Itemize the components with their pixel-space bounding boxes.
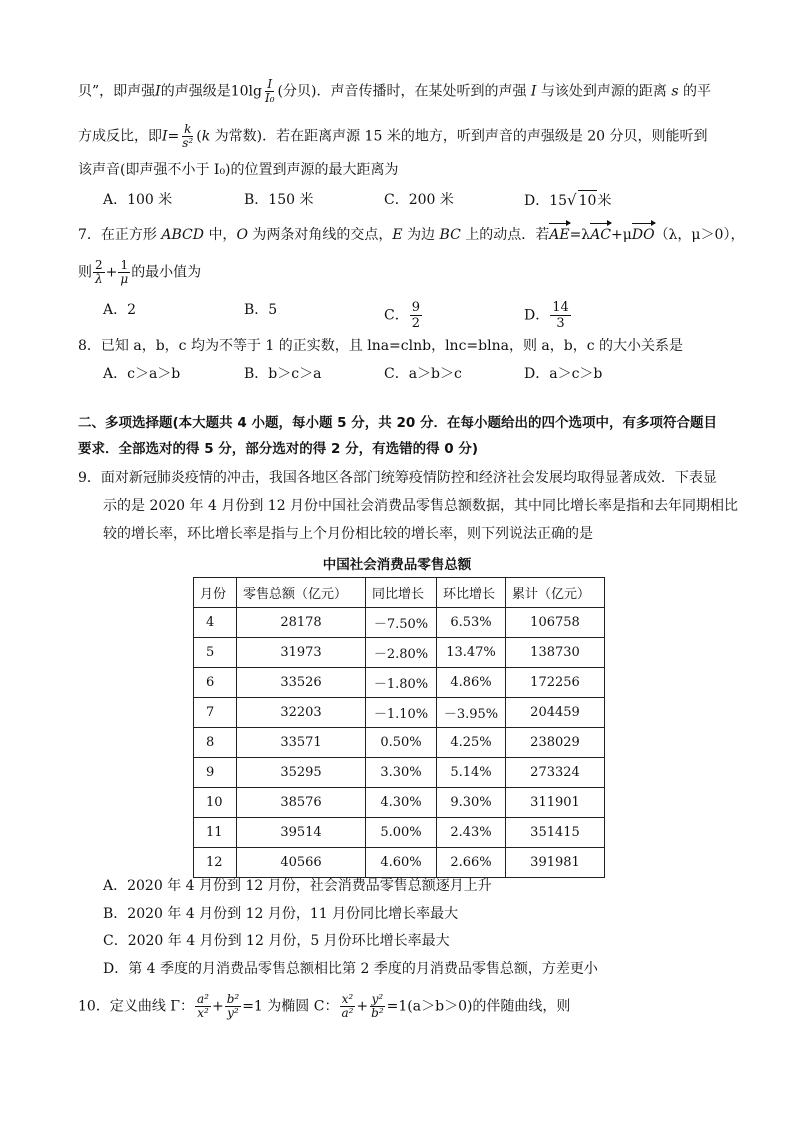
table-title: 中国社会消费品零售总额: [322, 557, 472, 573]
q8-option-b: B．b＞c＞a: [244, 366, 322, 382]
table-cell: 4.60%: [366, 848, 437, 878]
table-cell: 32203: [237, 698, 366, 728]
table-cell: 391981: [506, 848, 605, 878]
q7-option-c: C． $\frac{9}{2}$: [384, 300, 420, 331]
table-row: [194, 668, 605, 698]
q8-stem: 8．已知 a，b，c 均为不等于 1 的正实数，且 lna=clnb，lnc=blna，则 a，b，c 的大小关系是: [78, 338, 683, 354]
table-row: [194, 728, 605, 758]
table-cell: 33526: [237, 668, 366, 698]
q7-option-b: B．5: [244, 302, 278, 318]
fraction-k-over-s2: $\frac{k}{\text{s²}}$: [182, 122, 194, 150]
fraction-a2-over-x2: $\frac{\text{a²}}{\text{x²}}$: [197, 992, 209, 1020]
fraction-1-over-mu: $\frac{1}{\mu}$: [120, 258, 129, 286]
table-cell: －7.50%: [366, 608, 437, 638]
table-cell: 13.47%: [437, 638, 506, 668]
vector-do: DO: [631, 227, 655, 243]
table-cell: 204459: [506, 698, 605, 728]
table-cell: 12: [194, 848, 237, 878]
table-cell: 6.53%: [437, 608, 506, 638]
table-cell: 38576: [237, 788, 366, 818]
table-cell: 28178: [237, 608, 366, 638]
q6-option-d: D．15√ 10米: [524, 191, 612, 209]
q9-option-a: A．2020 年 4 月份到 12 月份，社会消费品零售总额逐月上升: [103, 878, 492, 894]
q6-line3: 该声音(即声强不小于 I₀)的位置到声源的最大距离为: [78, 162, 399, 178]
table-cell: 35295: [237, 758, 366, 788]
q6-option-a: A．100 米: [103, 192, 173, 208]
table-cell: －3.95%: [437, 698, 506, 728]
table-row: [194, 638, 605, 668]
retail-sales-table: [193, 577, 605, 878]
q9-option-c: C．2020 年 4 月份到 12 月份，5 月份环比增长率最大: [103, 933, 450, 949]
table-cell: 3.30%: [366, 758, 437, 788]
header-month: 月份: [194, 578, 237, 608]
q7-option-a: A．2: [103, 302, 137, 318]
table-cell: 40566: [237, 848, 366, 878]
table-row: [194, 848, 605, 878]
q6-line1: 贝”，即声强I的声强级是10lg $\frac{I}{\text{I₀}}$ (分贝)．声音传播时，在某处听到的声强 I 与该处到声源的距离 s 的平: [78, 77, 711, 105]
q9-line3: 较的增长率，环比增长率是指与上个月份相比较的增长率，则下列说法正确的是: [103, 526, 593, 542]
table-cell: 273324: [506, 758, 605, 788]
fraction-y2-over-b2: $\frac{\text{y²}}{\text{b²}}$: [371, 992, 384, 1020]
table-row: [194, 758, 605, 788]
q10-stem: 10．定义曲线 Γ： $\frac{\text{a²}}{\text{x²}}$ + $\frac{\text{b²}}{\text{y²}}$ =1 为椭圆 C： $\frac{\text{x²}}{\text{a²}}$ + $\frac{\text{y²}}{\text{b²}}$ =1(a＞b＞0)的伴随曲线，则: [78, 992, 571, 1020]
table-cell: 5.14%: [437, 758, 506, 788]
table-row: [194, 698, 605, 728]
q7-line1: 7．在正方形 ABCD 中，O 为两条对角线的交点，E 为边 BC 上的动点．若AE=λAC+μDO（λ，μ＞0），: [78, 227, 745, 243]
q9-option-d: D．第 4 季度的月消费品零售总额相比第 2 季度的月消费品零售总额，方差更小: [103, 961, 598, 977]
table-cell: 31973: [237, 638, 366, 668]
q8-option-a: A．c＞a＞b: [103, 366, 181, 382]
table-row: [194, 608, 605, 638]
header-mom: 环比增长: [437, 578, 506, 608]
header-total: 零售总额（亿元）: [237, 578, 366, 608]
table-cell: 311901: [506, 788, 605, 818]
q9-line1: 9．面对新冠肺炎疫情的冲击，我国各地区各部门统筹疫情防控和经济社会发展均取得显著成效．下表显: [78, 470, 717, 486]
header-yoy: 同比增长: [366, 578, 437, 608]
table-cell: 6: [194, 668, 237, 698]
table-header-row: [194, 578, 605, 608]
q7-line2: 则 $\frac{2}{\lambda}$ + $\frac{1}{\mu}$ 的最小值为: [78, 258, 202, 286]
table-cell: －1.80%: [366, 668, 437, 698]
q8-option-c: C．a＞b＞c: [384, 366, 462, 382]
table-row: [194, 818, 605, 848]
table-cell: 351415: [506, 818, 605, 848]
q6-line2: 方成反比，即I= $\frac{k}{\text{s²}}$ (k 为常数)．若在距离声源 15 米的地方，听到声音的声强级是 20 分贝，则能听到: [78, 122, 708, 150]
fraction-x2-over-a2: $\frac{\text{x²}}{\text{a²}}$: [341, 992, 354, 1020]
table-cell: 4.30%: [366, 788, 437, 818]
table-cell: 39514: [237, 818, 366, 848]
table-cell: 0.50%: [366, 728, 437, 758]
sqrt-sign: √: [567, 191, 577, 209]
fraction-9-over-2: $\frac{9}{2}$: [411, 300, 420, 331]
fraction-i-over-i0: $\frac{I}{\text{I₀}}$: [264, 77, 275, 105]
fraction-b2-over-y2: $\frac{\text{b²}}{\text{y²}}$: [226, 992, 240, 1020]
table-cell: 5.00%: [366, 818, 437, 848]
q8-option-d: D．a＞c＞b: [524, 366, 603, 382]
section-heading: 二、多项选择题(本大题共 4 小题，每小题 5 分，共 20 分．在每小题给出的四个选项中，有多项符合题目要求．全部选对的得 5 分，部分选对的得 2 分，有选错的得 0 分): [78, 415, 717, 457]
table-cell: 7: [194, 698, 237, 728]
vector-ae: AE: [549, 227, 570, 243]
table-row: [194, 788, 605, 818]
table-cell: 106758: [506, 608, 605, 638]
header-cumulative: 累计（亿元）: [506, 578, 605, 608]
table-cell: －1.10%: [366, 698, 437, 728]
vector-ac: AC: [590, 227, 612, 243]
table-cell: 4.86%: [437, 668, 506, 698]
table-cell: 11: [194, 818, 237, 848]
table-cell: 2.66%: [437, 848, 506, 878]
table-cell: 4: [194, 608, 237, 638]
table-cell: 9.30%: [437, 788, 506, 818]
fraction-2-over-lambda: $\frac{2}{\lambda}$: [95, 258, 103, 286]
table-cell: 4.25%: [437, 728, 506, 758]
table-cell: 238029: [506, 728, 605, 758]
q9-line2: 示的是 2020 年 4 月份到 12 月份中国社会消费品零售总额数据，其中同比增长率是指和去年同期相比: [103, 498, 739, 514]
q9-option-b: B．2020 年 4 月份到 12 月份，11 月份同比增长率最大: [103, 906, 459, 922]
q6-option-b: B．150 米: [244, 192, 314, 208]
table-cell: 5: [194, 638, 237, 668]
q7-option-d: D． $\frac{14}{3}$: [524, 300, 569, 331]
table-cell: 2.43%: [437, 818, 506, 848]
table-cell: 9: [194, 758, 237, 788]
table-cell: 33571: [237, 728, 366, 758]
q6-option-c: C．200 米: [384, 192, 454, 208]
table-cell: 172256: [506, 668, 605, 698]
table-cell: －2.80%: [366, 638, 437, 668]
table-cell: 138730: [506, 638, 605, 668]
fraction-14-over-3: $\frac{14}{3}$: [552, 300, 569, 331]
table-cell: 8: [194, 728, 237, 758]
table-cell: 10: [194, 788, 237, 818]
